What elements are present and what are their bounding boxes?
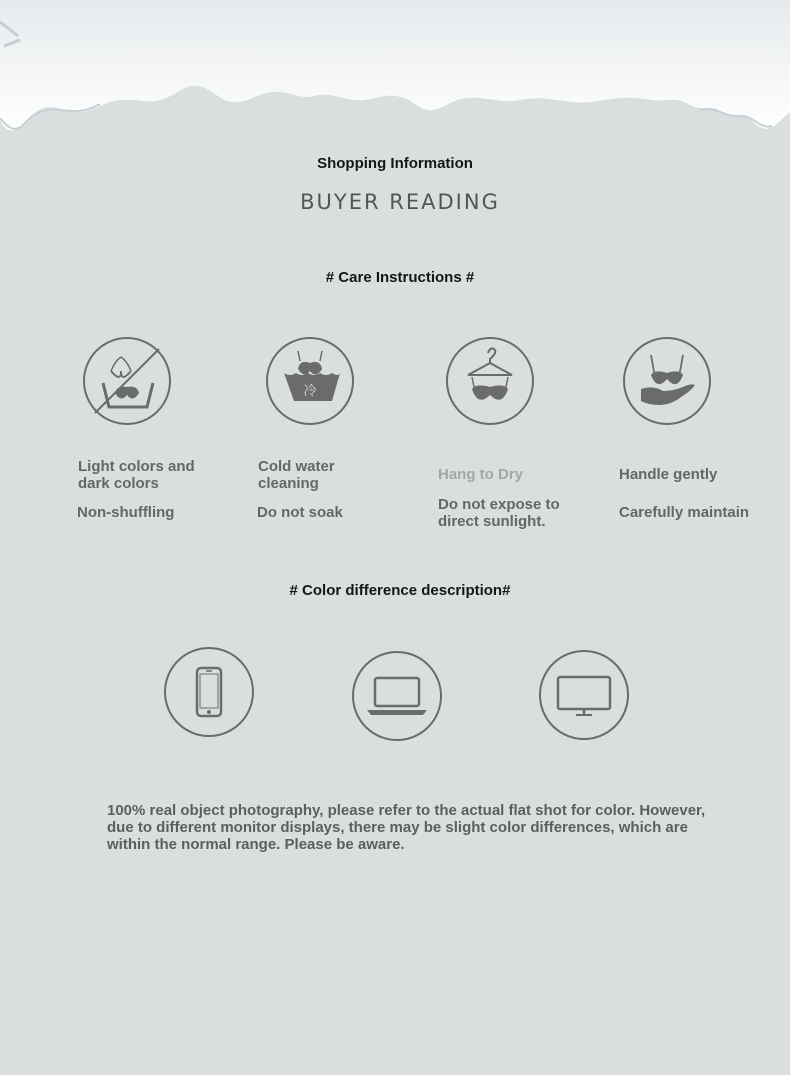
- care-note-do-not-soak: Do not soak: [257, 504, 343, 521]
- care-label-light-dark: Light colors and dark colors: [78, 458, 195, 492]
- care-label-hang-to-dry: Hang to Dry: [438, 466, 524, 483]
- buyer-reading-heading: BUYER READING: [300, 190, 500, 214]
- bra-no-wash-together-icon: [81, 335, 173, 427]
- care-label-cold-water: Cold water cleaning: [258, 458, 335, 492]
- color-difference-description: 100% real object photography, please refer to the actual flat shot for color. However, due to different monitor displays, there may be slight color differences, which are within the normal range. Please be aware.: [107, 802, 706, 853]
- color-difference-title: # Color difference description#: [289, 582, 511, 599]
- care-instructions-title: # Care Instructions #: [325, 269, 475, 286]
- bra-cold-water-wash-icon: [264, 335, 356, 427]
- monitor-icon: [538, 649, 630, 741]
- snow-banner-decoration: [0, 0, 790, 140]
- bra-hand-icon: [621, 335, 713, 427]
- shopping-information-heading: Shopping Information: [317, 155, 473, 172]
- svg-text:冷: 冷: [303, 384, 317, 399]
- laptop-icon: [351, 650, 443, 742]
- care-note-no-sunlight: Do not expose to direct sunlight.: [438, 496, 560, 530]
- phone-icon: [163, 646, 255, 738]
- care-note-carefully-maintain: Carefully maintain: [619, 504, 750, 521]
- care-label-handle-gently: Handle gently: [619, 466, 718, 483]
- care-note-non-shuffling: Non-shuffling: [77, 504, 175, 521]
- bra-hanger-icon: [444, 335, 536, 427]
